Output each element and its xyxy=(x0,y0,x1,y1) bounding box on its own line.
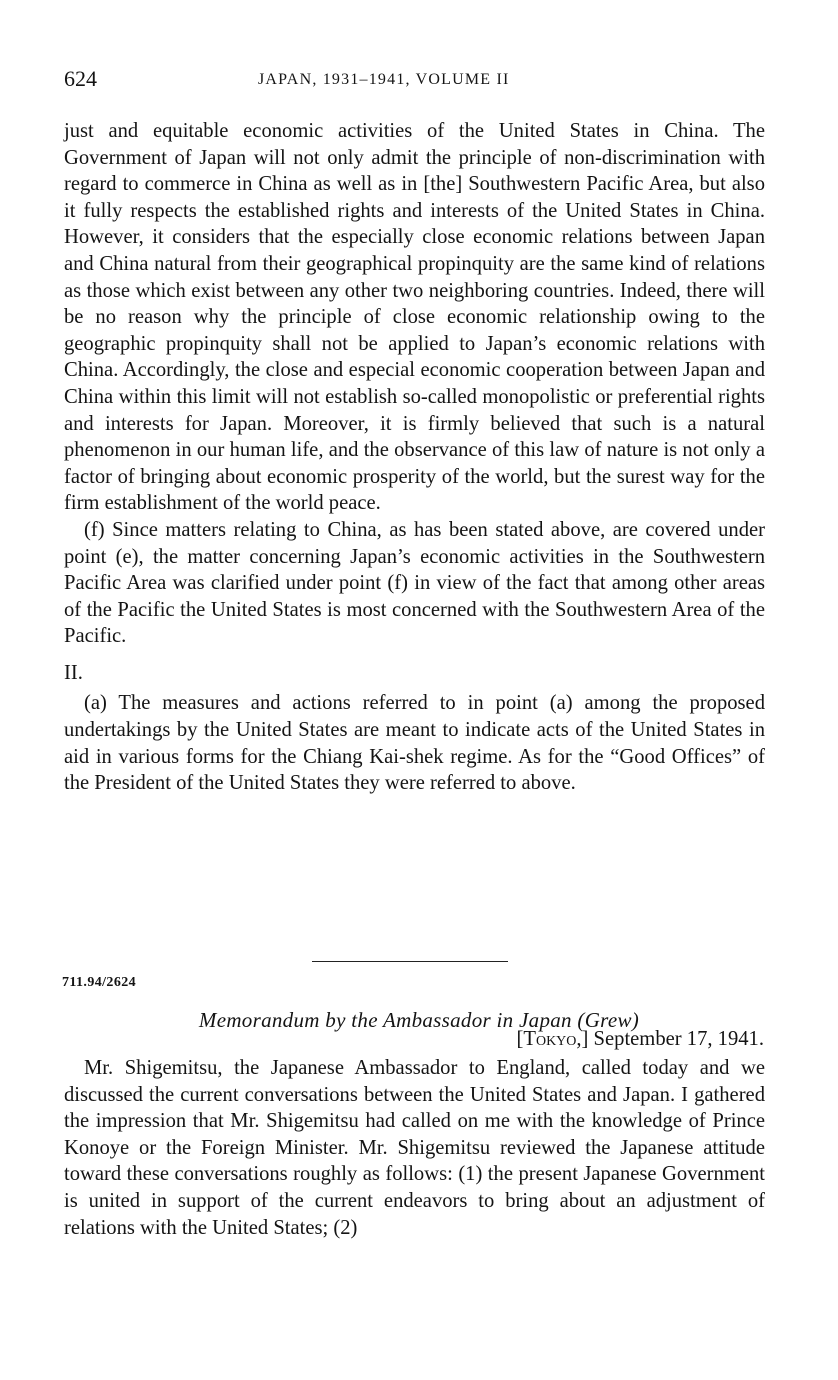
memo-title: Memorandum by the Ambassador in Japan (Grew) xyxy=(198,1008,640,1032)
running-title: JAPAN, 1931–1941, VOLUME II xyxy=(258,71,510,88)
memo-body xyxy=(64,1055,765,1241)
section-heading-ii: II. xyxy=(64,661,83,684)
paragraph-point-a xyxy=(64,690,765,796)
dateline-place: [Tokyo,] xyxy=(516,1028,589,1050)
point-label-f: (f) xyxy=(84,518,105,541)
point-label-a: (a) xyxy=(84,692,107,715)
page-number: 624 xyxy=(64,66,97,91)
point-f-text: Since matters relating to China, as has been stated above, are covered under point (e), the matter concerning Japan’s economic activities in the Southwestern Pacific Area was clarified under point (f) in view of the fact that among other areas of the Pacific the United States is most concerned with the Southwestern Area of the Pacific. xyxy=(64,518,765,648)
dateline xyxy=(517,1026,764,1053)
paragraph-point-f xyxy=(64,517,765,650)
document-body xyxy=(64,118,765,797)
paragraph-continuation: just and equitable economic activities of the United States in China. The Government of Japan will not only admit the principle of non-discrimination with regard to commerce in China as well as in [the] Southwestern Pacific Area, but also it fully respects the established rights and interests of the United States in China. However, it considers that the especially close economic relations between Japan and China natural from their geographical propinquity are the same kind of relations as those which exist between any other two neighboring countries. Indeed, there will be no reason why the principle of close economic relationship owing to the geographic propinquity shall not be applied to Japan’s economic relations with China. Accordingly, the close and especial economic cooperation between Japan and China within this limit will not establish so-called monopolistic or preferential rights and interests for Japan. Moreover, it is firmly believed that such is a natural phenomenon in our human life, and the observance of this law of nature is not only a factor of bringing about economic prosperity of the world, but the surest way for the firm establishment of the world peace. xyxy=(64,120,765,515)
file-number: 711.94/2624 xyxy=(62,975,137,990)
section-divider xyxy=(312,961,508,962)
memo-paragraph: Mr. Shigemitsu, the Japanese Ambassador to England, called today and we discussed the current conversations between the United States and Japan. I gathered the impression that Mr. Shigemitsu had called on me with the knowledge of Prince Konoye or the Foreign Minister. Mr. Shigemitsu reviewed the Japanese attitude toward these conversations roughly as follows: (1) the present Japanese Government is united in support of the current endeavors to bring about an adjustment of relations with the United States; (2) xyxy=(64,1057,765,1239)
page-header xyxy=(64,66,764,96)
dateline-date: September 17, 1941. xyxy=(588,1028,764,1050)
point-a-text: The measures and actions referred to in point (a) among the proposed undertakings by the United States are meant to indicate acts of the United States in aid in various forms for the Chiang Kai-shek regime. As for the “Good Offices” of the President of the United States they were referred to above. xyxy=(64,692,765,795)
